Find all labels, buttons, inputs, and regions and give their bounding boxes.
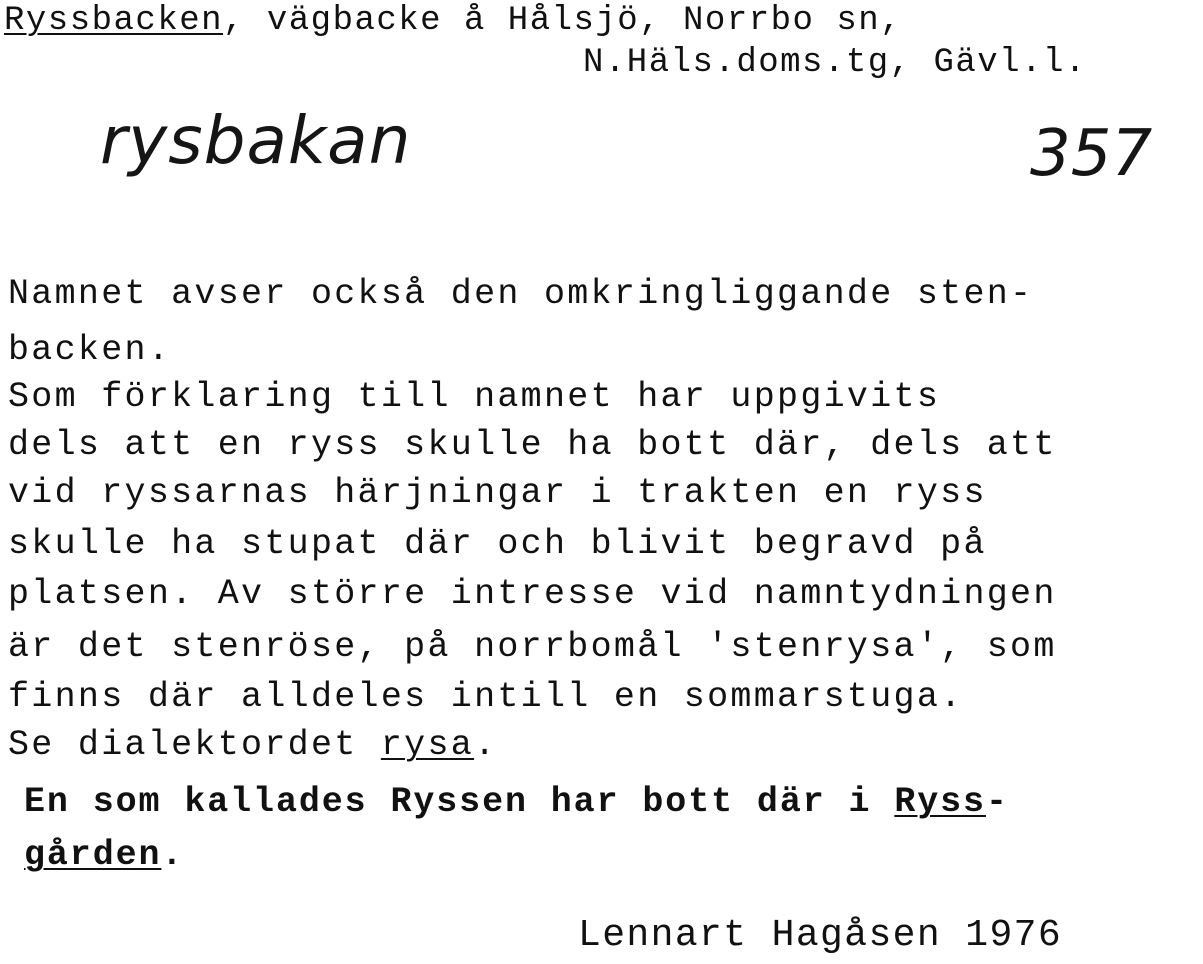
- see-suffix: .: [474, 725, 498, 765]
- see-word: rysa: [380, 725, 475, 765]
- card-number: 357: [1030, 117, 1153, 191]
- place-name: Ryssbacken: [4, 2, 224, 40]
- header-location: , vägbacke å Hålsjö, Norrbo sn,: [223, 2, 903, 40]
- body-line: backen.: [8, 330, 172, 370]
- body-line: finns där alldeles intill en sommarstuga.: [8, 677, 964, 717]
- see-reference-line: [8, 725, 498, 765]
- body-line: dels att en ryss skulle ha bott där, dels att: [8, 425, 1057, 465]
- see-prefix: Se dialektordet: [8, 725, 381, 765]
- header-line-2: N.Häls.doms.tg, Gävl.l.: [583, 44, 1087, 82]
- body-line: är det stenröse, på norrbomål 'stenrysa', som: [8, 627, 1057, 667]
- addition-line-1: [24, 782, 1009, 822]
- signature: Lennart Hagåsen 1976: [578, 914, 1063, 957]
- body-line: platsen. Av större intresse vid namntydningen: [8, 574, 1057, 614]
- addition-text: En som kallades Ryssen har bott där i: [24, 782, 895, 822]
- phonetic-transcription: rysbakan: [100, 102, 412, 179]
- body-line: vid ryssarnas härjningar i trakten en ryss: [8, 473, 987, 513]
- header-line-1: [4, 4, 902, 38]
- body-line: Namnet avser också den omkringliggande sten-: [8, 274, 1034, 314]
- body-line: Som förklaring till namnet har uppgivits: [8, 377, 941, 417]
- addition-line-2: [24, 835, 185, 875]
- body-line: skulle ha stupat där och blivit begravd på: [8, 524, 987, 564]
- addition-link-garden: gården: [24, 835, 162, 875]
- addition-period: .: [161, 835, 185, 875]
- addition-hyphen: -: [985, 782, 1009, 822]
- addition-link-ryss: Ryss: [894, 782, 986, 822]
